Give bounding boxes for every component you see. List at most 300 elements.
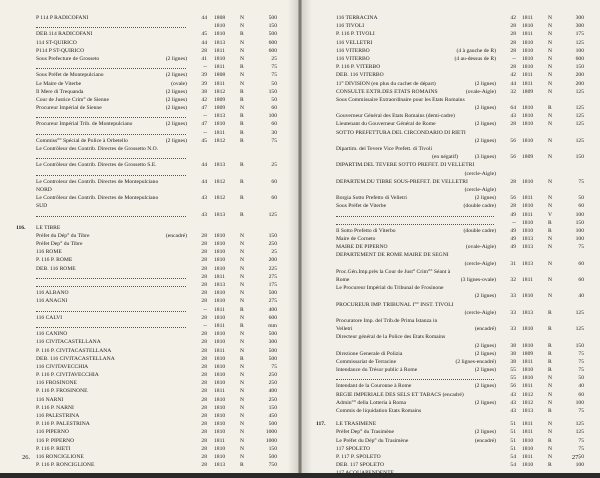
year: 1813 xyxy=(214,162,226,169)
catalog-number: 49 xyxy=(510,227,516,234)
catalog-row xyxy=(302,350,600,358)
catalog-row xyxy=(302,47,600,55)
rarity-letter: N xyxy=(240,23,245,30)
catalog-number: 42 xyxy=(201,96,207,103)
rarity-letter: R xyxy=(548,105,552,112)
entry-label: (cercle-Aigle) xyxy=(464,186,496,193)
catalog-number: 43 xyxy=(510,113,516,120)
price-value: 125 xyxy=(575,429,584,436)
page-shadow xyxy=(288,0,298,473)
price-value: 450 xyxy=(268,413,277,419)
entry-label: P 114 P RADICOFANI xyxy=(36,15,89,21)
entry-label: Procuratore Imp. del Trib.de Prima Istanza in xyxy=(336,317,438,324)
rarity-letter: R xyxy=(240,195,244,202)
entry-note: (2 lignes) xyxy=(474,399,496,406)
rarity-letter: N xyxy=(548,236,553,243)
right-page xyxy=(302,0,600,477)
catalog-row xyxy=(0,379,298,387)
price-value: 250 xyxy=(268,372,277,379)
entry-label: 116 VITERBO xyxy=(336,47,370,54)
year: 1810 xyxy=(214,232,226,239)
year: 1808 xyxy=(214,15,226,21)
catalog-row xyxy=(302,137,600,145)
catalog-number: 28 xyxy=(201,380,207,387)
catalog-number: 56 xyxy=(510,137,516,144)
catalog-number: 38 xyxy=(510,350,516,357)
catalog-number: 28 xyxy=(201,437,207,444)
entry-label: 116 RONCIGLIONE xyxy=(36,453,84,460)
entry-label: Velletri xyxy=(336,326,353,333)
catalog-number: 28 xyxy=(201,282,207,288)
catalog-row xyxy=(302,22,600,30)
price-value: 500 xyxy=(268,453,277,460)
catalog-row xyxy=(302,420,600,428)
rarity-letter: N xyxy=(240,372,245,379)
rarity-letter: R xyxy=(548,437,552,444)
catalog-row xyxy=(0,412,298,420)
catalog-number: 28 xyxy=(510,31,516,38)
price-value: 250 xyxy=(268,380,277,387)
ditto-rule xyxy=(36,306,186,312)
year: 1810 xyxy=(214,23,226,30)
price-value: 75 xyxy=(271,72,277,79)
catalog-number: 28 xyxy=(510,178,516,185)
entry-note: (2 lignes) xyxy=(474,195,496,202)
catalog-number: 44 xyxy=(201,39,207,46)
rarity-letter: N xyxy=(548,47,553,54)
catalog-number: 28 xyxy=(201,314,207,321)
catalog-number: 28 xyxy=(201,298,207,305)
catalog-row xyxy=(302,145,600,153)
entry-note: (2 lignes) xyxy=(165,88,187,95)
entry-label: 116 CIVITACASTELLANA xyxy=(36,339,101,346)
year: 1811 xyxy=(522,277,533,283)
rarity-letter: N xyxy=(548,391,553,398)
catalog-number: 28 xyxy=(201,396,207,403)
catalog-row xyxy=(302,251,600,259)
entry-label: Procureur Impérial de Sienne xyxy=(36,105,102,112)
entry-label: P. 117 P. SPOLETO xyxy=(336,453,381,460)
price-value: 25 xyxy=(271,249,277,256)
price-value: 150 xyxy=(575,64,584,71)
catalog-number: 31 xyxy=(510,260,516,267)
price-value: 100 xyxy=(575,399,584,406)
catalog-number: 28 xyxy=(201,462,207,469)
entry-label: 116 P. PIPERNO xyxy=(36,437,75,444)
price-value: 125 xyxy=(575,309,584,316)
year: 1810 xyxy=(214,31,226,38)
year: 1811 xyxy=(522,31,533,38)
price-value: 300 xyxy=(575,23,584,30)
price-value: 500 xyxy=(268,355,277,362)
ditto-rule xyxy=(36,281,186,287)
entry-label: 117 SPOLETO xyxy=(336,445,371,452)
catalog-number: 51 xyxy=(510,445,516,452)
price-value: 75 xyxy=(578,244,584,251)
catalog-row xyxy=(0,211,298,219)
entry-label: P. 116 P. VITERBO xyxy=(336,64,381,71)
year: 1810 xyxy=(214,453,226,460)
price-value: 400 xyxy=(268,388,277,395)
rarity-letter: R xyxy=(240,462,244,469)
catalog-row xyxy=(302,30,600,38)
year: 1811 xyxy=(522,453,533,460)
year: 1810 xyxy=(522,39,534,46)
entry-label: (2 lignes) xyxy=(474,105,496,112)
entry-label: 116 ROME xyxy=(36,249,62,256)
catalog-number: -- xyxy=(512,219,516,226)
entry-label: DEPARTEMENT DE ROME MAIRE DE SEGNI xyxy=(336,252,449,259)
catalog-row xyxy=(0,194,298,202)
year: 1810 xyxy=(214,249,226,256)
rarity-letter: R xyxy=(548,227,552,234)
rarity-letter: N xyxy=(548,293,553,300)
catalog-row xyxy=(302,301,600,309)
rarity-letter: N xyxy=(240,445,245,452)
catalog-row xyxy=(302,407,600,415)
catalog-row xyxy=(302,120,600,128)
catalog-number: 51 xyxy=(510,421,516,428)
catalog-row xyxy=(302,317,600,325)
rarity-letter: N xyxy=(548,64,553,71)
year: 1810 xyxy=(214,396,226,403)
price-value: 125 xyxy=(575,137,584,144)
rarity-letter: N xyxy=(240,413,245,419)
price-value: 60 xyxy=(271,121,277,128)
catalog-row xyxy=(0,248,298,256)
catalog-number: 43 xyxy=(201,195,207,202)
catalog-row xyxy=(0,273,298,281)
rarity-letter: N xyxy=(548,277,553,283)
year: 1813 xyxy=(522,244,534,251)
catalog-row xyxy=(0,186,298,194)
rarity-letter: N xyxy=(240,339,245,346)
entry-note: (2 lignes) xyxy=(474,121,496,128)
entry-note: (2 lignes) xyxy=(165,96,187,103)
rarity-letter: N xyxy=(548,445,553,452)
year: 1810 xyxy=(214,55,226,62)
entry-label: Dipartim. del Tevere Vice Prefett. di Tivoli xyxy=(336,146,433,152)
catalog-number: 64 xyxy=(510,105,516,112)
rarity-letter: N xyxy=(548,154,553,161)
catalog-row xyxy=(302,227,600,235)
entry-note: (double cadre) xyxy=(463,227,496,234)
catalog-row xyxy=(302,437,600,445)
ditto-rule xyxy=(36,273,186,279)
price-value: 500 xyxy=(268,15,277,21)
catalog-row xyxy=(0,355,298,363)
entry-label: Sous Prefecture de Grosseto xyxy=(36,55,100,62)
year: 1811 xyxy=(214,306,225,313)
price-value: 100 xyxy=(575,227,584,234)
entry-label: Il Mere di Trequanda xyxy=(36,88,84,95)
catalog-row xyxy=(302,194,600,202)
entry-label: (en négatif) xyxy=(432,154,458,161)
entry-note: (2 lignes) xyxy=(165,105,187,112)
catalog-row xyxy=(302,104,600,112)
year: 1810 xyxy=(214,404,226,411)
catalog-number: -- xyxy=(203,113,207,120)
rarity-letter: R xyxy=(548,358,552,365)
price-value: 200 xyxy=(575,80,584,87)
catalog-row xyxy=(302,219,600,227)
year: 1810 xyxy=(522,23,534,30)
catalog-row xyxy=(0,47,298,55)
rarity-letter: R xyxy=(548,367,552,374)
price-value: 50 xyxy=(578,375,584,382)
catalog-number: 54 xyxy=(510,462,516,469)
catalog-row xyxy=(302,366,600,374)
rarity-letter: N xyxy=(548,31,553,38)
ditto-rule xyxy=(336,211,494,217)
price-value: 60 xyxy=(578,391,584,398)
rarity-letter: N xyxy=(548,375,553,382)
rarity-letter: N xyxy=(240,396,245,403)
catalog-row xyxy=(0,297,298,305)
entry-label: MAIRE DE PIPERNO xyxy=(336,244,388,251)
catalog-number: 38 xyxy=(201,88,207,95)
year: 1810 xyxy=(522,203,534,210)
year: 1813 xyxy=(214,282,226,288)
rarity-letter: N xyxy=(240,241,245,248)
price-value: 60 xyxy=(271,195,277,202)
price-value: 500 xyxy=(268,421,277,428)
catalog-row xyxy=(302,39,600,47)
catalog-row xyxy=(0,55,298,63)
rarity-letter: N xyxy=(240,347,245,354)
catalog-row xyxy=(302,445,600,453)
entry-note: (encadré) xyxy=(474,326,496,333)
left-page xyxy=(0,0,298,473)
year: 1813 xyxy=(522,309,534,316)
catalog-row xyxy=(302,112,600,120)
catalog-number: 44 xyxy=(201,15,207,21)
entry-note: (double cadre) xyxy=(463,203,496,210)
catalog-row xyxy=(0,363,298,371)
catalog-number: 28 xyxy=(201,363,207,370)
right-page-rows xyxy=(302,14,600,478)
catalog-row xyxy=(0,145,298,153)
price-value: 125 xyxy=(268,211,277,218)
catalog-row xyxy=(0,120,298,128)
catalog-row xyxy=(302,268,600,276)
year: 1813 xyxy=(522,408,534,414)
year: 1813 xyxy=(214,113,226,120)
year: 1810 xyxy=(214,363,226,370)
price-value: 175 xyxy=(575,31,584,38)
catalog-row xyxy=(0,129,298,137)
year: 1811 xyxy=(522,211,533,218)
section-number: 116. xyxy=(16,224,26,231)
year: 1811 xyxy=(214,437,225,444)
entry-label: 116 PALESTRINA xyxy=(36,413,80,419)
entry-label: Intendant de la Couronne à Rome xyxy=(336,383,412,390)
catalog-number: 44 xyxy=(201,178,207,185)
rarity-letter: N xyxy=(548,399,553,406)
rarity-letter: N xyxy=(548,383,553,390)
entry-label: Directeur général de la Police des Etats Romains xyxy=(336,334,446,341)
entry-note: (2 lignes) xyxy=(474,367,496,374)
catalog-row xyxy=(302,235,600,243)
price-value: 250 xyxy=(268,241,277,248)
year: 1809 xyxy=(522,88,534,95)
price-value: 150 xyxy=(268,88,277,95)
catalog-row xyxy=(0,453,298,461)
year: 1810 xyxy=(214,372,226,379)
year: 1811 xyxy=(214,273,225,280)
catalog-number: 42 xyxy=(510,15,516,21)
price-value: 40 xyxy=(578,293,584,300)
year: 1809 xyxy=(214,96,226,103)
catalog-number: 47 xyxy=(201,121,207,128)
rarity-letter: N xyxy=(240,232,245,239)
catalog-row xyxy=(302,374,600,382)
rarity-letter: N xyxy=(240,298,245,305)
year: 1810 xyxy=(522,462,534,469)
catalog-number: 28 xyxy=(510,39,516,46)
price-value: 250 xyxy=(268,396,277,403)
rarity-letter: R xyxy=(548,462,552,469)
entry-label: 116 ANAGNI xyxy=(36,298,68,305)
catalog-number: 28 xyxy=(201,331,207,338)
entry-note: (2 lignes) xyxy=(474,383,496,390)
catalog-row xyxy=(0,202,298,210)
catalog-row xyxy=(302,178,600,186)
catalog-row xyxy=(302,186,600,194)
entry-label: P. 116 P. CIVITAVECCHIA xyxy=(36,372,99,379)
catalog-row xyxy=(0,281,298,289)
catalog-row xyxy=(0,289,298,297)
rarity-letter: N xyxy=(548,72,553,79)
catalog-number: 28 xyxy=(201,453,207,460)
catalog-number: -- xyxy=(203,322,207,329)
price-value: 100 xyxy=(575,211,584,218)
rarity-letter: R xyxy=(240,322,244,329)
rarity-letter: N xyxy=(240,282,245,288)
catalog-row xyxy=(0,39,298,47)
catalog-number: 42 xyxy=(510,72,516,79)
rarity-letter: N xyxy=(240,380,245,387)
catalog-number: 49 xyxy=(510,244,516,251)
catalog-row xyxy=(0,330,298,338)
catalog-number: 28 xyxy=(510,64,516,71)
rarity-letter: N xyxy=(548,244,553,251)
price-value: 1000 xyxy=(265,437,277,444)
entry-label: SOTTO PREFETTURA DEL CIRCONDARIO DI RIETI xyxy=(336,129,466,136)
catalog-row xyxy=(302,469,600,477)
rarity-letter: N xyxy=(240,437,245,444)
entry-note: (ovale-Aigle) xyxy=(465,244,496,251)
catalog-row xyxy=(302,325,600,333)
catalog-number: 33 xyxy=(510,309,516,316)
price-value: 75 xyxy=(578,358,584,365)
price-value: 400 xyxy=(268,306,277,313)
year: 1811 xyxy=(522,383,533,390)
entry-note: (2 lignes) xyxy=(165,121,187,128)
year: 1810 xyxy=(214,380,226,387)
catalog-row xyxy=(302,243,600,251)
rarity-letter: R xyxy=(240,178,244,185)
catalog-row xyxy=(0,224,298,232)
catalog-row xyxy=(0,461,298,469)
catalog-number: 44 xyxy=(201,162,207,169)
entry-label: 116 CANINO xyxy=(36,331,68,338)
price-value: 40 xyxy=(578,383,584,390)
price-value: 150 xyxy=(268,445,277,452)
price-value: 200 xyxy=(575,72,584,79)
year: 1811 xyxy=(522,15,533,21)
rarity-letter: R xyxy=(548,350,552,357)
year: 1810 xyxy=(522,55,534,62)
entry-label: Le Maire de Viterbe xyxy=(36,80,82,87)
catalog-row xyxy=(302,333,600,341)
year: 1812 xyxy=(522,399,534,406)
rarity-letter: N xyxy=(548,421,553,428)
entry-label: P114 P ST-QUIRICO xyxy=(36,47,85,54)
year: 1811 xyxy=(522,80,533,87)
catalog-row xyxy=(302,211,600,219)
rarity-letter: N xyxy=(548,88,553,95)
price-value: 275 xyxy=(268,273,277,280)
entry-label: Préfet Dep° du Trasimène xyxy=(336,429,395,436)
ditto-rule xyxy=(36,22,186,28)
year: 1813 xyxy=(522,236,534,243)
rarity-letter: N xyxy=(240,314,245,321)
ditto-rule xyxy=(36,170,186,176)
entry-label: Sous Préfet de Viterbe xyxy=(336,203,387,210)
catalog-number: 43 xyxy=(510,408,516,414)
year: 1810 xyxy=(214,121,226,128)
catalog-row xyxy=(302,453,600,461)
section-title: LE TRASIMENE xyxy=(336,421,377,428)
entry-label: Direzione Generale di Polizia xyxy=(336,350,403,357)
catalog-row xyxy=(302,309,600,317)
catalog-number: 28 xyxy=(201,388,207,395)
price-value: 75 xyxy=(271,137,277,144)
rarity-letter: N xyxy=(240,80,245,87)
catalog-number: 32 xyxy=(510,88,516,95)
catalog-number: 28 xyxy=(201,47,207,54)
catalog-row xyxy=(0,161,298,169)
left-page-rows xyxy=(0,14,298,469)
catalog-number: 56 xyxy=(510,195,516,202)
entry-label: Lieutenant du Gouverneur Général de Rome xyxy=(336,121,436,128)
entry-label: DEB. 116 CIVITACASTELLANA xyxy=(36,355,115,362)
catalog-row xyxy=(0,153,298,161)
rarity-letter: R xyxy=(240,306,244,313)
entry-label: 116 NARNI xyxy=(36,396,64,403)
rarity-letter: N xyxy=(548,15,553,21)
catalog-number: 51 xyxy=(510,429,516,436)
catalog-row xyxy=(0,14,298,22)
catalog-row xyxy=(0,96,298,104)
rarity-letter: N xyxy=(240,105,245,112)
rarity-letter: R xyxy=(240,355,244,362)
year: 1811 xyxy=(522,195,533,202)
entry-label: P. 116 P. CIVITACASTELLANA xyxy=(36,347,112,354)
entry-label: Le Contrôleur des Contrib. Directes de Montepulciano xyxy=(36,195,159,202)
rarity-letter: R xyxy=(548,342,552,349)
price-value: 75 xyxy=(271,363,277,370)
price-value: 125 xyxy=(575,39,584,46)
catalog-row xyxy=(0,88,298,96)
price-value: 60 xyxy=(271,105,277,112)
rarity-letter: N xyxy=(240,72,245,79)
price-value: 75 xyxy=(578,350,584,357)
price-value: 225 xyxy=(268,265,277,272)
price-value: 25 xyxy=(271,55,277,62)
entry-label: Le Controleur des Contrib. Directes de Montepulciano xyxy=(36,178,159,185)
